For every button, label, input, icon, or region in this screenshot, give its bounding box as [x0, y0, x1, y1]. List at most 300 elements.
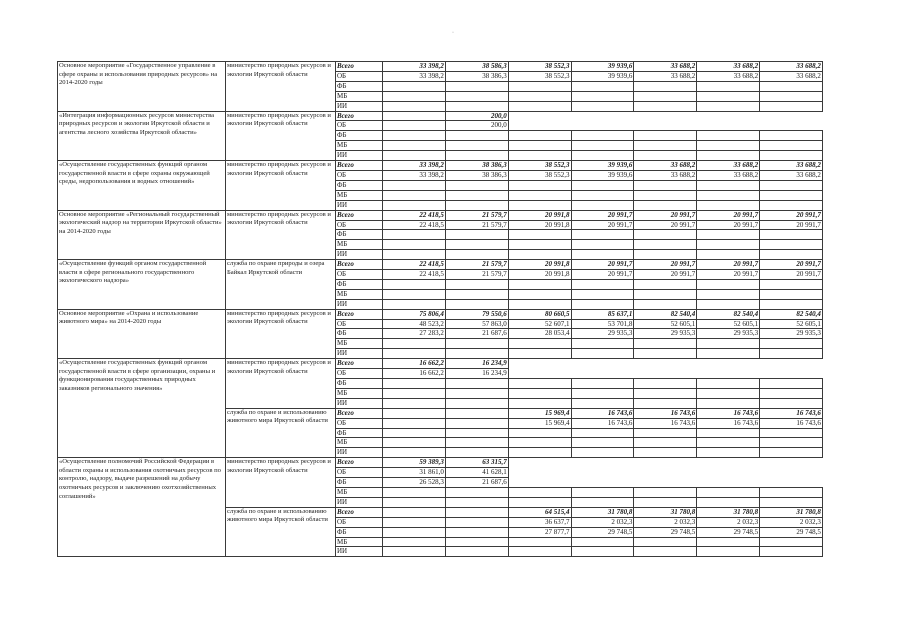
- value-cell: [697, 448, 760, 458]
- value-cell: 21 579,7: [445, 270, 508, 280]
- value-cell: 27 877,7: [508, 527, 571, 537]
- value-cell: [383, 279, 446, 289]
- value-cell: [571, 230, 634, 240]
- value-cell: [697, 487, 760, 497]
- value-cell: [508, 537, 571, 547]
- value-cell: [445, 299, 508, 309]
- value-cell: [571, 398, 634, 408]
- value-cell: [383, 507, 446, 517]
- value-cell: [697, 497, 760, 507]
- value-cell: 20 991,7: [760, 260, 823, 270]
- value-cell: [760, 141, 823, 151]
- value-cell: [634, 369, 697, 379]
- value-cell: [571, 487, 634, 497]
- value-cell: [508, 497, 571, 507]
- value-cell: [571, 121, 634, 131]
- value-cell: 29 935,3: [571, 329, 634, 339]
- value-cell: 16 743,6: [697, 418, 760, 428]
- value-cell: [634, 448, 697, 458]
- value-cell: [760, 81, 823, 91]
- funding-source: ОБ: [336, 369, 383, 379]
- value-cell: [697, 230, 760, 240]
- value-cell: [383, 398, 446, 408]
- value-cell: [634, 388, 697, 398]
- value-cell: 48 523,2: [383, 319, 446, 329]
- funding-source: ОБ: [336, 517, 383, 527]
- value-cell: 52 605,1: [634, 319, 697, 329]
- value-cell: [508, 339, 571, 349]
- value-cell: [571, 369, 634, 379]
- value-cell: [634, 151, 697, 161]
- value-cell: 21 687,6: [445, 329, 508, 339]
- value-cell: [508, 487, 571, 497]
- measure-name: Основное мероприятие «Государственное управление в сфере охраны и использования природных ресурсов» на 2014-2020 годы: [58, 62, 226, 112]
- value-cell: [383, 349, 446, 359]
- value-cell: [634, 299, 697, 309]
- budget-table: [57, 61, 823, 557]
- value-cell: 27 283,2: [383, 329, 446, 339]
- value-cell: 20 991,7: [760, 220, 823, 230]
- value-cell: 39 939,6: [571, 170, 634, 180]
- table-row: [58, 260, 823, 270]
- value-cell: [445, 517, 508, 527]
- value-cell: 52 605,1: [697, 319, 760, 329]
- value-cell: 22 418,5: [383, 260, 446, 270]
- value-cell: [760, 250, 823, 260]
- value-cell: 20 991,7: [634, 210, 697, 220]
- value-cell: [697, 121, 760, 131]
- table-row: [58, 62, 823, 72]
- value-cell: 29 748,5: [571, 527, 634, 537]
- value-cell: [508, 230, 571, 240]
- value-cell: [571, 428, 634, 438]
- value-cell: 26 528,3: [383, 478, 446, 488]
- funding-source: ИИ: [336, 151, 383, 161]
- value-cell: 33 398,2: [383, 71, 446, 81]
- value-cell: [760, 299, 823, 309]
- value-cell: [508, 180, 571, 190]
- value-cell: [760, 349, 823, 359]
- value-cell: 15 969,4: [508, 408, 571, 418]
- value-cell: [697, 101, 760, 111]
- value-cell: [634, 279, 697, 289]
- value-cell: [383, 101, 446, 111]
- value-cell: 33 688,2: [634, 170, 697, 180]
- value-cell: 29 935,3: [760, 329, 823, 339]
- value-cell: [634, 537, 697, 547]
- value-cell: 16 234,9: [445, 369, 508, 379]
- value-cell: 16 662,2: [383, 369, 446, 379]
- value-cell: [445, 289, 508, 299]
- value-cell: [445, 507, 508, 517]
- value-cell: [445, 101, 508, 111]
- value-cell: 20 991,7: [571, 210, 634, 220]
- value-cell: [634, 339, 697, 349]
- funding-source: МБ: [336, 438, 383, 448]
- measure-name: Основное мероприятие «Региональный государственный экологический надзор на территории Иркутской области» на 2014-2020 годы: [58, 210, 226, 260]
- value-cell: [508, 190, 571, 200]
- executor-name: министерство природных ресурсов и экологии Иркутской области: [226, 309, 336, 359]
- value-cell: 16 743,6: [571, 408, 634, 418]
- value-cell: [697, 339, 760, 349]
- value-cell: 85 637,1: [571, 309, 634, 319]
- value-cell: [508, 240, 571, 250]
- funding-source: Всего: [336, 260, 383, 270]
- value-cell: [508, 141, 571, 151]
- funding-source: МБ: [336, 388, 383, 398]
- value-cell: 22 418,5: [383, 270, 446, 280]
- value-cell: [634, 289, 697, 299]
- funding-source: МБ: [336, 537, 383, 547]
- value-cell: [383, 81, 446, 91]
- value-cell: [383, 379, 446, 389]
- value-cell: 21 687,6: [445, 478, 508, 488]
- executor-name: министерство природных ресурсов и экологии Иркутской области: [226, 111, 336, 161]
- value-cell: [571, 240, 634, 250]
- value-cell: 28 053,4: [508, 329, 571, 339]
- value-cell: 33 688,2: [697, 71, 760, 81]
- value-cell: 38 386,3: [445, 161, 508, 171]
- value-cell: 39 939,6: [571, 71, 634, 81]
- value-cell: 33 688,2: [760, 71, 823, 81]
- value-cell: 200,0: [445, 121, 508, 131]
- value-cell: 20 991,7: [634, 220, 697, 230]
- value-cell: [697, 289, 760, 299]
- value-cell: [383, 141, 446, 151]
- value-cell: [571, 299, 634, 309]
- value-cell: [634, 497, 697, 507]
- value-cell: [634, 101, 697, 111]
- measure-name: «Осуществление государственных функций органом государственной власти в сфере организации, охраны и функционирования государственных природных заказников регионального значения»: [58, 359, 226, 458]
- value-cell: [571, 141, 634, 151]
- value-cell: [445, 339, 508, 349]
- value-cell: [571, 349, 634, 359]
- executor-name: министерство природных ресурсов и экологии Иркутской области: [226, 210, 336, 260]
- value-cell: [634, 547, 697, 557]
- value-cell: [383, 289, 446, 299]
- value-cell: [508, 250, 571, 260]
- value-cell: [383, 91, 446, 101]
- value-cell: 39 939,6: [571, 161, 634, 171]
- value-cell: 16 743,6: [571, 418, 634, 428]
- value-cell: [383, 190, 446, 200]
- value-cell: 75 806,4: [383, 309, 446, 319]
- value-cell: [571, 359, 634, 369]
- value-cell: 20 991,7: [571, 220, 634, 230]
- funding-source: ИИ: [336, 547, 383, 557]
- value-cell: 29 748,5: [634, 527, 697, 537]
- value-cell: 38 386,3: [445, 170, 508, 180]
- value-cell: [383, 230, 446, 240]
- value-cell: [571, 497, 634, 507]
- value-cell: [634, 379, 697, 389]
- value-cell: [634, 200, 697, 210]
- funding-source: ОБ: [336, 418, 383, 428]
- value-cell: 38 552,3: [508, 71, 571, 81]
- value-cell: 29 748,5: [760, 527, 823, 537]
- funding-source: ФБ: [336, 180, 383, 190]
- executor-name: служба по охране и использованию животного мира Иркутской области: [226, 507, 336, 557]
- value-cell: [383, 448, 446, 458]
- value-cell: [760, 289, 823, 299]
- value-cell: [697, 240, 760, 250]
- value-cell: [697, 349, 760, 359]
- value-cell: [760, 398, 823, 408]
- value-cell: [445, 428, 508, 438]
- funding-source: ИИ: [336, 398, 383, 408]
- value-cell: [445, 200, 508, 210]
- value-cell: 2 032,3: [634, 517, 697, 527]
- funding-source: ИИ: [336, 101, 383, 111]
- value-cell: 79 550,6: [445, 309, 508, 319]
- value-cell: [760, 438, 823, 448]
- value-cell: [508, 369, 571, 379]
- value-cell: [634, 111, 697, 121]
- value-cell: [445, 537, 508, 547]
- value-cell: [508, 547, 571, 557]
- funding-source: МБ: [336, 91, 383, 101]
- value-cell: [508, 398, 571, 408]
- value-cell: 20 991,7: [697, 270, 760, 280]
- value-cell: [634, 487, 697, 497]
- value-cell: [383, 151, 446, 161]
- funding-source: Всего: [336, 309, 383, 319]
- value-cell: [383, 250, 446, 260]
- value-cell: 20 991,7: [697, 220, 760, 230]
- value-cell: [383, 121, 446, 131]
- value-cell: [445, 388, 508, 398]
- value-cell: [760, 448, 823, 458]
- value-cell: [571, 111, 634, 121]
- measure-name: «Осуществление государственных функций органом государственной власти в сфере охраны окружающей среды, недропользования и водных отношений»: [58, 161, 226, 211]
- value-cell: [760, 547, 823, 557]
- value-cell: [571, 200, 634, 210]
- value-cell: 20 991,7: [697, 260, 760, 270]
- value-cell: [760, 359, 823, 369]
- value-cell: 20 991,8: [508, 210, 571, 220]
- value-cell: [760, 468, 823, 478]
- value-cell: [697, 81, 760, 91]
- value-cell: [697, 428, 760, 438]
- value-cell: [508, 448, 571, 458]
- value-cell: [760, 180, 823, 190]
- value-cell: [697, 250, 760, 260]
- value-cell: [571, 91, 634, 101]
- value-cell: [508, 299, 571, 309]
- funding-source: ИИ: [336, 200, 383, 210]
- measure-name: «Осуществление полномочий Российской Федерации в области охраны и использования охотничьих ресурсов по контролю, надзору, выдаче разрешений на добычу охотничьих ресурсов и заключению охотхозяйственных соглашений»: [58, 458, 226, 557]
- value-cell: [634, 398, 697, 408]
- value-cell: [697, 458, 760, 468]
- executor-name: министерство природных ресурсов и экологии Иркутской области: [226, 62, 336, 112]
- executor-name: министерство природных ресурсов и экологии Иркутской области: [226, 458, 336, 508]
- value-cell: [508, 379, 571, 389]
- measure-name: Основное мероприятие «Охрана и использование животного мира» на 2014-2020 годы: [58, 309, 226, 359]
- value-cell: [634, 91, 697, 101]
- value-cell: 16 743,6: [760, 418, 823, 428]
- executor-name: министерство природных ресурсов и экологии Иркутской области: [226, 161, 336, 211]
- value-cell: [634, 349, 697, 359]
- measure-name: «Интеграция информационных ресурсов министерства природных ресурсов и экологии Иркутской области и агентства лесного хозяйства Иркутской области»: [58, 111, 226, 161]
- value-cell: [445, 527, 508, 537]
- measure-name: «Осуществление функций органом государственной власти в сфере регионального государственного экологического надзора»: [58, 260, 226, 310]
- value-cell: [760, 458, 823, 468]
- value-cell: [697, 359, 760, 369]
- value-cell: [445, 91, 508, 101]
- value-cell: [634, 131, 697, 141]
- value-cell: 20 991,7: [634, 260, 697, 270]
- funding-source: ФБ: [336, 329, 383, 339]
- funding-source: ИИ: [336, 250, 383, 260]
- value-cell: 63 315,7: [445, 458, 508, 468]
- value-cell: 22 418,5: [383, 220, 446, 230]
- value-cell: [697, 200, 760, 210]
- value-cell: [383, 428, 446, 438]
- value-cell: [697, 180, 760, 190]
- value-cell: 33 398,2: [383, 62, 446, 72]
- value-cell: 38 552,3: [508, 170, 571, 180]
- value-cell: [634, 250, 697, 260]
- value-cell: 52 607,1: [508, 319, 571, 329]
- value-cell: 33 688,2: [760, 170, 823, 180]
- value-cell: [697, 388, 760, 398]
- value-cell: [634, 478, 697, 488]
- funding-source: ФБ: [336, 230, 383, 240]
- value-cell: 36 637,7: [508, 517, 571, 527]
- value-cell: 33 688,2: [760, 161, 823, 171]
- value-cell: [445, 379, 508, 389]
- value-cell: [445, 448, 508, 458]
- value-cell: [383, 299, 446, 309]
- value-cell: [760, 487, 823, 497]
- value-cell: [383, 438, 446, 448]
- value-cell: 33 398,2: [383, 161, 446, 171]
- value-cell: 39 939,6: [571, 62, 634, 72]
- value-cell: 82 540,4: [634, 309, 697, 319]
- funding-source: МБ: [336, 190, 383, 200]
- value-cell: 29 748,5: [697, 527, 760, 537]
- value-cell: [760, 131, 823, 141]
- value-cell: 2 032,3: [697, 517, 760, 527]
- value-cell: [571, 289, 634, 299]
- value-cell: [571, 131, 634, 141]
- executor-name: служба по охране природы и озера Байкал Иркутской области: [226, 260, 336, 310]
- value-cell: 31 780,8: [634, 507, 697, 517]
- value-cell: 38 552,3: [508, 62, 571, 72]
- value-cell: [383, 200, 446, 210]
- value-cell: [571, 478, 634, 488]
- value-cell: [508, 200, 571, 210]
- table-row: [58, 161, 823, 171]
- value-cell: [697, 468, 760, 478]
- value-cell: 16 743,6: [760, 408, 823, 418]
- funding-source: ОБ: [336, 220, 383, 230]
- value-cell: [445, 418, 508, 428]
- value-cell: [571, 537, 634, 547]
- value-cell: 16 234,9: [445, 359, 508, 369]
- value-cell: 38 386,3: [445, 71, 508, 81]
- value-cell: [383, 408, 446, 418]
- value-cell: [634, 81, 697, 91]
- value-cell: 16 662,2: [383, 359, 446, 369]
- value-cell: [383, 388, 446, 398]
- value-cell: 31 780,8: [760, 507, 823, 517]
- value-cell: [383, 527, 446, 537]
- value-cell: [760, 497, 823, 507]
- value-cell: 31 780,8: [697, 507, 760, 517]
- value-cell: [383, 547, 446, 557]
- value-cell: [571, 101, 634, 111]
- value-cell: [445, 131, 508, 141]
- value-cell: [760, 200, 823, 210]
- value-cell: 20 991,7: [634, 270, 697, 280]
- funding-source: ФБ: [336, 279, 383, 289]
- value-cell: 20 991,7: [571, 270, 634, 280]
- value-cell: [571, 547, 634, 557]
- funding-source: ОБ: [336, 71, 383, 81]
- value-cell: [760, 388, 823, 398]
- value-cell: [571, 81, 634, 91]
- value-cell: [760, 230, 823, 240]
- value-cell: 33 688,2: [697, 170, 760, 180]
- funding-source: ИИ: [336, 497, 383, 507]
- value-cell: [383, 537, 446, 547]
- funding-source: ФБ: [336, 379, 383, 389]
- value-cell: [634, 438, 697, 448]
- value-cell: [383, 497, 446, 507]
- funding-source: ФБ: [336, 527, 383, 537]
- value-cell: [508, 458, 571, 468]
- value-cell: [697, 190, 760, 200]
- value-cell: 20 991,8: [508, 270, 571, 280]
- value-cell: [760, 428, 823, 438]
- value-cell: [508, 81, 571, 91]
- value-cell: [760, 240, 823, 250]
- value-cell: [508, 359, 571, 369]
- value-cell: [445, 81, 508, 91]
- value-cell: [760, 369, 823, 379]
- value-cell: 22 418,5: [383, 210, 446, 220]
- value-cell: [445, 250, 508, 260]
- value-cell: 64 515,4: [508, 507, 571, 517]
- value-cell: [508, 131, 571, 141]
- funding-source: Всего: [336, 408, 383, 418]
- value-cell: [634, 468, 697, 478]
- funding-source: Всего: [336, 458, 383, 468]
- value-cell: [508, 101, 571, 111]
- funding-source: МБ: [336, 141, 383, 151]
- value-cell: 2 032,3: [571, 517, 634, 527]
- value-cell: [383, 111, 446, 121]
- value-cell: 33 398,2: [383, 170, 446, 180]
- value-cell: 52 605,1: [760, 319, 823, 329]
- value-cell: [634, 359, 697, 369]
- value-cell: [634, 180, 697, 190]
- funding-source: МБ: [336, 289, 383, 299]
- value-cell: [445, 279, 508, 289]
- value-cell: [445, 547, 508, 557]
- value-cell: [760, 379, 823, 389]
- value-cell: [383, 418, 446, 428]
- funding-source: Всего: [336, 111, 383, 121]
- value-cell: [760, 339, 823, 349]
- value-cell: [697, 131, 760, 141]
- value-cell: 21 579,7: [445, 260, 508, 270]
- funding-source: ФБ: [336, 81, 383, 91]
- value-cell: 82 540,4: [697, 309, 760, 319]
- value-cell: [571, 151, 634, 161]
- funding-source: Всего: [336, 210, 383, 220]
